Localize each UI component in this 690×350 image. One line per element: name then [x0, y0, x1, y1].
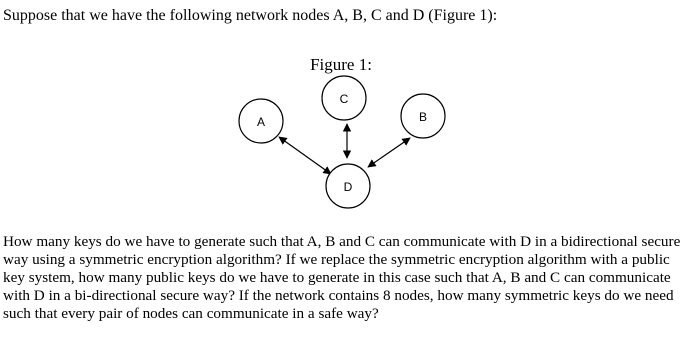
edge-a-d [279, 137, 331, 174]
node-b [401, 94, 445, 138]
figure-caption: Figure 1: [310, 55, 372, 74]
node-a [239, 99, 283, 143]
question-text: How many keys do we have to generate such that A, B and C can communicate with D in a bidirectional secure way using a symmetric encryption algorithm? If we replace the symmetric encryption algorithm with a public key system, how many public keys do we have to generate in this case such that A, B and C can communicate with D in a bi-directional secure way? If the network contains 8 nodes, how many symmetric keys do we need such that every pair of nodes can communicate in a safe way? [3, 233, 681, 322]
node-c [322, 76, 366, 120]
node-c-label: C [339, 92, 349, 106]
node-d [326, 164, 370, 208]
edge-b-d [368, 138, 410, 167]
node-b-label: B [418, 110, 428, 124]
intro-text: Suppose that we have the following network nodes A, B, C and D (Figure 1): [3, 7, 498, 24]
node-d-label: D [343, 180, 353, 194]
node-a-label: A [256, 115, 266, 129]
